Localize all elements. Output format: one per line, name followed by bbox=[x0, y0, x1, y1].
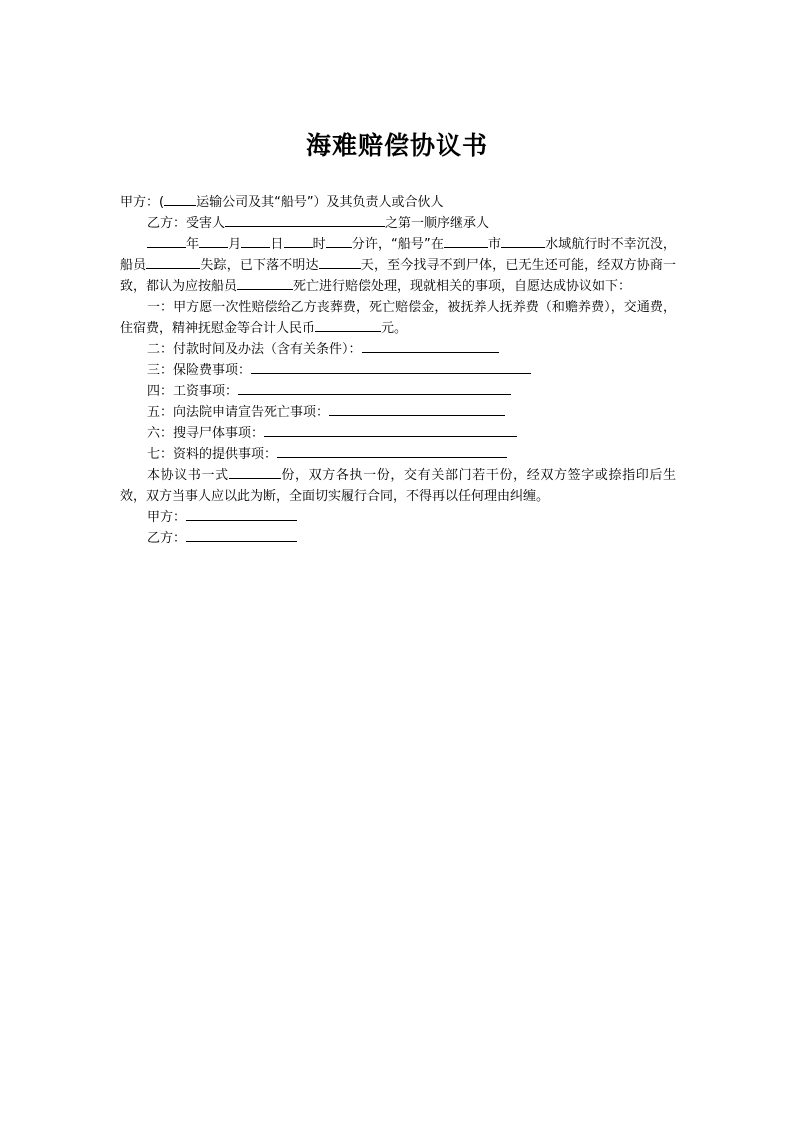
copies-prefix: 本协议书一式 bbox=[147, 468, 229, 483]
signature-a bbox=[120, 507, 676, 528]
signature-b bbox=[120, 528, 676, 549]
party-b-suffix: 之第一顺序继承人 bbox=[385, 216, 490, 231]
copies-blank bbox=[229, 465, 281, 479]
amount-blank bbox=[315, 318, 381, 332]
clause-7-blank bbox=[277, 444, 507, 458]
document-title: 海难赔偿协议书 bbox=[305, 131, 488, 160]
party-b-prefix: 乙方：受害人 bbox=[147, 216, 226, 231]
signature-a-blank bbox=[186, 507, 297, 521]
crew-blank bbox=[146, 255, 200, 269]
hour-label: 时 bbox=[312, 237, 326, 252]
signature-a-label: 甲方： bbox=[147, 510, 187, 525]
party-a-suffix: 运输公司及其“船号”）及其负责人或合伙人 bbox=[196, 195, 444, 210]
water-area-text: 水域航行时不幸沉没，船员 bbox=[120, 237, 676, 273]
hour-blank bbox=[284, 234, 313, 248]
clause-4 bbox=[120, 381, 676, 402]
year-label: 年 bbox=[186, 237, 200, 252]
days-blank bbox=[319, 255, 361, 269]
clause-6-blank bbox=[264, 423, 517, 437]
clause-4-label: 四：工资事项： bbox=[147, 384, 239, 399]
crew-name-blank bbox=[237, 276, 293, 290]
days-search-text: 天，至今找寻不到尸体，已无生还可能，经双方协商一致，都认为应按船员 bbox=[120, 258, 676, 294]
minute-blank bbox=[326, 234, 352, 248]
clause-7 bbox=[120, 444, 676, 465]
accident-paragraph bbox=[120, 234, 676, 297]
day-blank bbox=[241, 234, 270, 248]
copies-paragraph bbox=[120, 465, 676, 507]
clause-7-label: 七：资料的提供事项： bbox=[147, 447, 278, 462]
document-body bbox=[120, 192, 676, 549]
clause-2 bbox=[120, 339, 676, 360]
clause-1-suffix: 元。 bbox=[381, 321, 408, 336]
clause-1-text: 一：甲方愿一次性赔偿给乙方丧葬费，死亡赔偿金，被抚养人抚养费（和赡养费），交通费，住宿费，精神抚慰金等合计人民币 bbox=[120, 300, 676, 336]
place-blank bbox=[444, 234, 488, 248]
day-label: 日 bbox=[270, 237, 284, 252]
city-label: 市 bbox=[487, 237, 502, 252]
month-label: 月 bbox=[228, 237, 242, 252]
minute-label: 分许，“船号”在 bbox=[351, 237, 444, 252]
clause-5 bbox=[120, 402, 676, 423]
clause-3-label: 三：保险费事项： bbox=[147, 363, 252, 378]
clause-3 bbox=[120, 360, 676, 381]
city-blank bbox=[501, 234, 545, 248]
clause-6-label: 六：搜寻尸体事项： bbox=[147, 426, 265, 441]
party-a-line bbox=[120, 192, 676, 213]
clause-6 bbox=[120, 423, 676, 444]
party-a-prefix: 甲方：( bbox=[120, 195, 165, 210]
missing-text: 失踪，已下落不明达 bbox=[200, 258, 319, 273]
signature-b-blank bbox=[186, 528, 297, 542]
clause-1 bbox=[120, 297, 676, 339]
clause-4-blank bbox=[238, 381, 511, 395]
victim-blank bbox=[225, 213, 385, 227]
signature-b-label: 乙方： bbox=[147, 531, 187, 546]
clause-3-blank bbox=[251, 360, 531, 374]
clause-2-label: 二：付款时间及办法（含有关条件）： bbox=[147, 342, 362, 357]
death-handle-text: 死亡进行赔偿处理，现就相关的事项，自愿达成协议如下： bbox=[293, 279, 632, 294]
copies-suffix: 份，双方各执一份，交有关部门若干份，经双方签字或捺指印后生效，双方当事人应以此为断，全面切实履行合同，不得再以任何理由纠缠。 bbox=[120, 468, 676, 504]
year-blank bbox=[147, 234, 186, 248]
clause-5-label: 五：向法院申请宣告死亡事项： bbox=[147, 405, 330, 420]
clause-5-blank bbox=[329, 402, 505, 416]
party-b-line bbox=[120, 213, 676, 234]
clause-2-blank bbox=[362, 339, 499, 353]
month-blank bbox=[199, 234, 228, 248]
company-blank bbox=[164, 192, 196, 206]
